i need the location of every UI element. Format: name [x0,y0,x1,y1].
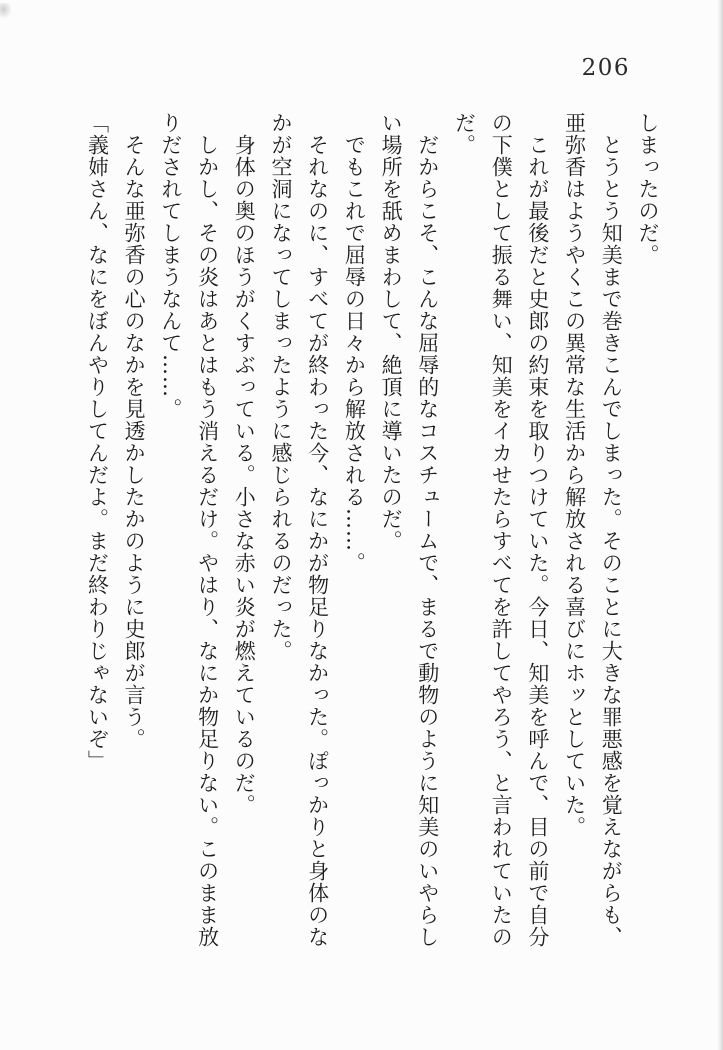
text-column: 亜弥香はようやくこの異常な生活から解放される喜びにホッとしていた。 [562,112,587,838]
text-column: これが最後だと史郎の約束を取りつけていた。今日、知美を呼んで、目の前で自分 [525,134,550,948]
text-column: 身体の奥のほうがくすぶっている。小さな赤い炎が燃えているのだ。 [232,134,257,816]
text-column: りだされてしまうなんて……。 [158,112,183,420]
text-column: の下僕として振る舞い、知美をイカせたらすべてを許してやろう、と言われていたの [489,112,514,948]
text-column: しまったのだ。 [636,112,660,266]
text-column: それなのに、すべてが終わった今、なにかが物足りなかった。ぽっかりと身体のな [305,134,330,948]
text-column: い場所を舐めまわして、絶頂に導いたのだ。 [379,112,404,552]
text-column: しかし、その炎はあとはもう消えるだけ。やはり、なにか物足りない。このまま放 [195,134,220,948]
text-column: だ。 [452,112,477,156]
text-column: とうとう知美まで巻きこんでしまった。そのことに大きな罪悪感を覚えながらも、 [599,134,624,948]
body-text-block [79,112,666,954]
text-column: そんな亜弥香の心のなかを見透かしたかのように史郎が言う。 [122,134,147,750]
page-number: 206 [581,55,630,81]
text-column: 「義姉さん、なにをぼんやりしてんだよ。まだ終わりじゃないぞ」 [85,112,110,772]
text-column: でもこれで屈辱の日々から解放される……。 [342,134,367,574]
page-edge-shadow [717,0,723,1050]
text-column: だからこそ、こんな屈辱的なコスチュームで、まるで動物のように知美のいやらし [415,134,440,948]
text-column: かが空洞になってしまったように感じられるのだった。 [268,112,293,662]
scan-artifact [0,3,12,19]
